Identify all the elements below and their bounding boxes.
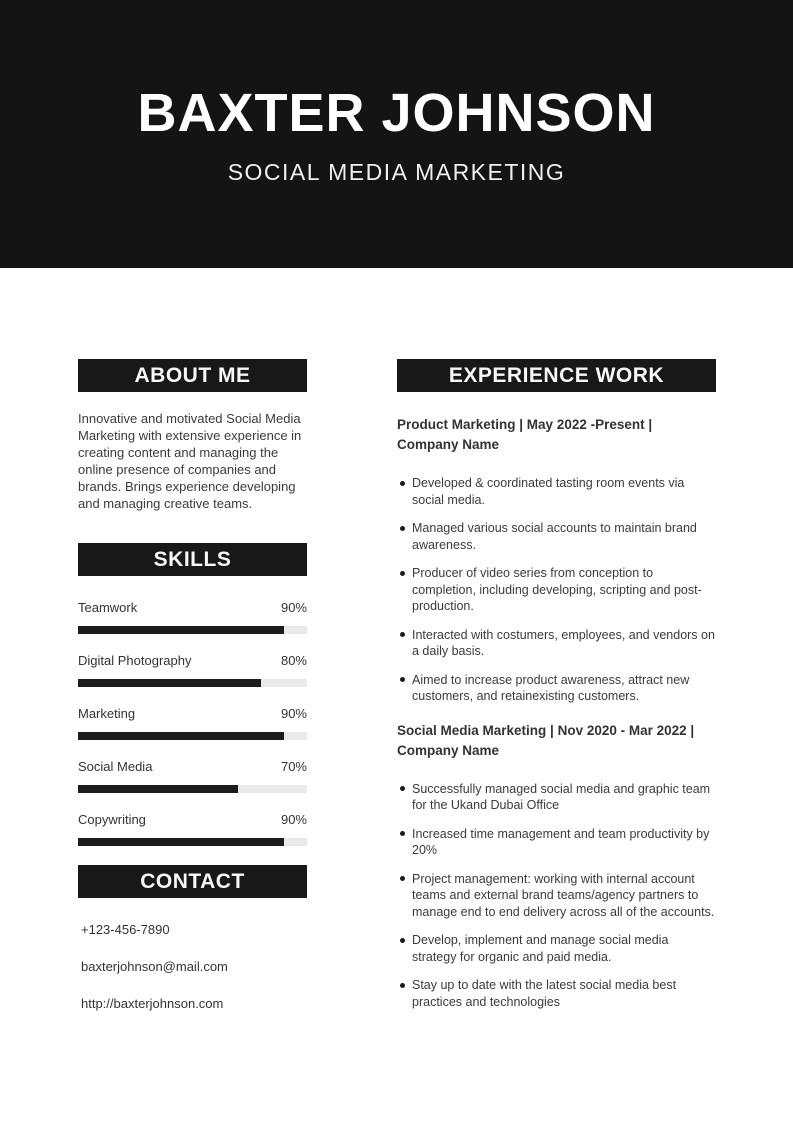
skill-bar [78,732,307,740]
skill-label: Marketing [78,706,136,721]
about-heading: ABOUT ME [78,359,307,392]
contact-list [78,922,307,1011]
skill-percent: 70% [280,759,307,774]
job-bullet-text: Managed various social accounts to maintain brand awareness. [412,521,697,552]
person-name: BAXTER JOHNSON [137,83,656,143]
experience-section [397,359,716,1010]
contact-item: http://baxterjohnson.com [81,996,224,1011]
job-bullet [397,672,716,705]
job-bullet [397,871,716,921]
job-bullet [397,565,716,615]
skill-label: Copywriting [78,812,146,827]
job-bullet [397,977,716,1010]
skill-item [78,653,307,687]
person-title: SOCIAL MEDIA MARKETING [227,159,566,185]
job-bullet-text: Successfully managed social media and graphic team for the Ukand Dubai Office [412,781,711,812]
skill-row-header [78,653,307,668]
job-title-line: Company Name [397,742,500,758]
job-bullet [397,826,716,859]
contact-heading: CONTACT [78,865,307,898]
bullet-dot-icon [400,481,405,486]
skill-row-header [78,812,307,827]
skill-percent: 90% [280,812,307,827]
skill-bar-fill [78,679,261,687]
skill-bar [78,679,307,687]
bullet-dot-icon [400,831,405,836]
job-title-line: Social Media Marketing | Nov 2020 - Mar 2022 | [397,722,695,738]
job-bullet [397,781,716,814]
skill-percent: 90% [280,706,307,721]
job-title-line: Company Name [397,437,500,452]
job-bullet-text: Producer of video series from conception to completion, including developing, scripting and post-production. [412,566,702,613]
resume-body [0,359,793,1033]
about-text: Innovative and motivated Social Media Marketing with extensive experience in creating content and managing the online presence of companies and brands. Brings experience developing and managing creative teams. [78,411,302,511]
bullet-dot-icon [400,876,405,881]
job-bullet-text: Interacted with costumers, employees, and vendors on a daily basis. [412,627,715,658]
skill-bar [78,838,307,846]
experience-heading: EXPERIENCE WORK [397,359,716,392]
skill-item [78,600,307,634]
bullet-dot-icon [400,983,405,988]
job-title [397,721,716,761]
job-entry [397,415,716,705]
skill-item [78,759,307,793]
skill-bar-fill [78,626,284,634]
contact-item: +123-456-7890 [81,922,170,937]
skills-list [78,600,307,846]
right-column [397,359,716,1033]
bullet-dot-icon [400,632,405,637]
skill-percent: 80% [280,653,307,668]
job-bullet [397,520,716,553]
left-column [78,359,307,1033]
skill-bar [78,785,307,793]
skill-label: Digital Photography [78,653,192,668]
job-bullet-text: Increased time management and team productivity by 20% [412,826,710,857]
bullet-dot-icon [400,938,405,943]
skills-heading: SKILLS [78,543,307,576]
job-bullet-text: Project management: working with internal account teams and external brand teams/agency partners to manage end to end delivery across all of the accounts. [412,871,715,919]
jobs-list [397,415,716,1010]
job-bullet [397,475,716,508]
job-bullets [397,475,716,705]
job-title-line: Product Marketing | May 2022 -Present | [397,417,653,432]
job-entry [397,721,716,1011]
skill-bar-fill [78,732,284,740]
bullet-dot-icon [400,677,405,682]
skill-bar-fill [78,838,284,846]
skill-item [78,812,307,846]
job-bullet [397,932,716,965]
resume-header [0,0,793,268]
job-bullet-text: Develop, implement and manage social media strategy for organic and paid media. [412,933,669,964]
job-bullet [397,627,716,660]
skill-label: Teamwork [78,600,138,615]
skills-section [78,543,307,846]
skill-item [78,706,307,740]
skill-row-header [78,759,307,774]
job-bullet-text: Stay up to date with the latest social media best practices and technologies [412,978,677,1009]
job-title [397,415,716,455]
job-bullet-text: Aimed to increase product awareness, attract new customers, and retainexisting customers. [412,672,690,703]
skill-row-header [78,600,307,615]
about-section [78,359,307,512]
job-bullet-text: Developed & coordinated tasting room events via social media. [412,476,685,507]
skill-bar-fill [78,785,238,793]
bullet-dot-icon [400,786,405,791]
skill-label: Social Media [78,759,153,774]
job-bullets [397,781,716,1011]
skill-row-header [78,706,307,721]
skill-percent: 90% [280,600,307,615]
contact-section [78,865,307,1011]
skill-bar [78,626,307,634]
contact-item: baxterjohnson@mail.com [81,959,228,974]
bullet-dot-icon [400,571,405,576]
bullet-dot-icon [400,526,405,531]
